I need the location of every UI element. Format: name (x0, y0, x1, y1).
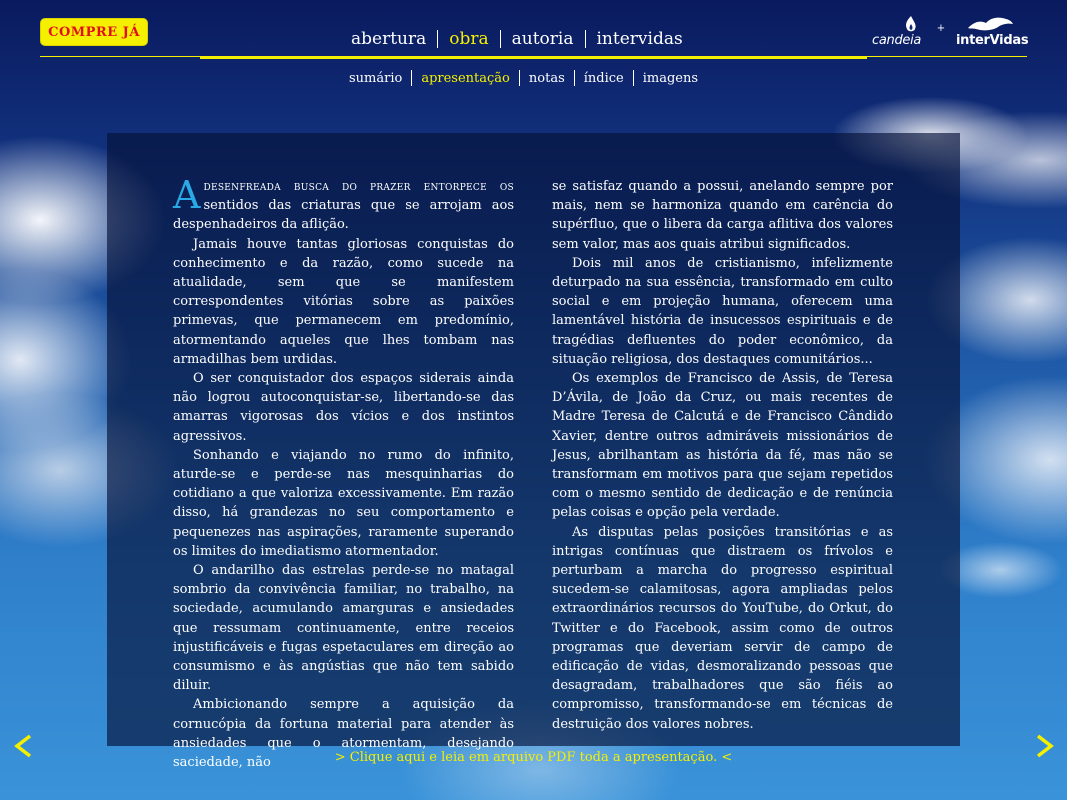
logo-plus: + (936, 23, 946, 34)
article-paragraph: Sonhando e viajando no rumo do infinito, aturde-se e perde-se nas mesquinharias do cotidiano a que valoriza excessivamente. Em razão disso, há grandezas no seu comportamento e pequenezes nas aspirações, raramente superando os limites do imediatismo atormentador. (173, 447, 514, 559)
article-text: sentidos das criaturas que se arrojam aos despenhadeiros da aflição. (173, 198, 514, 233)
sub-nav-apresentacao[interactable]: apresentação (421, 70, 510, 86)
drop-cap: A (173, 173, 201, 217)
partner-logos (870, 16, 1029, 48)
flame-icon (903, 16, 919, 34)
article-paragraph: As disputas pelas posições transitórias e as intrigas contínuas que distraem os frívolos e perturbam a marcha do progresso espiritual sucedem-se calamitosas, agora ampliadas pelos extraordinários recursos do YouTube, do Orkut, do Twitter e do Facebook, assim como de outros programas que deveriam servir de campo de edificação de vidas, desmoralizando pessoas que desagradam, trabalhadores que são fiéis ao compromisso, transformando-se em técnicas de destruição dos valores nobres. (552, 524, 893, 732)
article-paragraph: Os exemplos de Francisco de Assis, de Teresa D’Ávila, de João da Cruz, ou mais recentes de Madre Teresa de Calcutá e de Francisco Cândido Xavier, dentre outros admiráveis missionários de Jesus, abrilhantam as história da fé, mas não se transformam em motivos para que sejam repetidos com o mesmo sentido de dedicação e de renúncia pelas coisas e opção pela verdade. (552, 371, 893, 521)
intervidas-logo[interactable] (956, 16, 1029, 48)
article-paragraph: Ambicionando sempre a aquisição da cornucópia da fortuna material para atender às ansiedades que o atormentam, desejando saciedade, não (173, 697, 514, 771)
article-column-left (173, 173, 514, 771)
intervidas-logo-text: interVidas (956, 33, 1029, 48)
article-paragraph: Dois mil anos de cristianismo, infelizmente deturpado na sua essência, transformado em culto social e em projeção humana, oferecem uma lamentável história de insucessos espirituais e de tragédias defluentes do poder econômico, da situação religiosa, dos destaques comunitários... (552, 255, 893, 367)
main-nav-abertura[interactable]: abertura (351, 29, 427, 49)
main-nav-intervidas[interactable]: intervidas (596, 29, 683, 49)
header-divider-left (40, 56, 200, 57)
sub-nav-imagens[interactable]: imagens (642, 70, 699, 86)
sub-nav-sumario[interactable]: sumário (349, 70, 403, 86)
main-nav-autoria[interactable]: autoria (511, 29, 574, 49)
article-paragraph: O andarilho das estrelas perde-se no matagal sombrio da convivência familiar, no trabalho, na sociedade, acumulando amarguras e ansiedades que ressumam continuamente, entre receios injustificáveis e fugas espetaculares em direção ao consumismo e às angústias que não tem sabido diluir. (173, 563, 514, 694)
header-divider-right (867, 56, 1027, 57)
candeia-logo-text: candeia (872, 33, 922, 48)
article-paragraph: Jamais houve tantas gloriosas conquistas do conhecimento e da razão, como sucede na atualidade, sem que se manifestem correspondentes vitórias sobre as paixões primevas, que permanecem em predomínio, atormentando aqueles que lhes tombam nas armadilhas bem urdidas. (173, 236, 514, 367)
header-divider-main (200, 56, 867, 59)
pdf-download-link[interactable]: > Clique aqui e leia em arquivo PDF toda a apresentação. < (334, 750, 733, 765)
article-paragraph (173, 173, 514, 235)
main-nav-obra[interactable]: obra (449, 29, 489, 49)
sub-nav (340, 67, 707, 89)
article-paragraph: se satisfaz quando a possui, anelando sempre por mais, nem se harmoniza quando em carência do supérfluo, que o libera da carga aflitiva dos valores sem valor, mas aos quais atribui significados. (552, 179, 893, 252)
sub-nav-indice[interactable]: índice (583, 70, 624, 86)
article-column-right (552, 177, 893, 732)
chevron-left-icon[interactable] (12, 733, 34, 759)
article-lead: desenfreada busca do prazer entorpece os (203, 179, 514, 194)
main-nav (340, 26, 694, 52)
sub-nav-notas[interactable]: notas (528, 70, 565, 86)
buy-now-button[interactable]: COMPRE JÁ (40, 18, 148, 46)
dove-icon (966, 16, 1014, 34)
chevron-right-icon[interactable] (1034, 733, 1056, 759)
candeia-logo[interactable] (870, 16, 926, 48)
article-paragraph: O ser conquistador dos espaços siderais ainda não logrou autoconquistar-se, libertando-se das amarras vigorosas dos vícios e dos instintos agressivos. (173, 371, 514, 444)
